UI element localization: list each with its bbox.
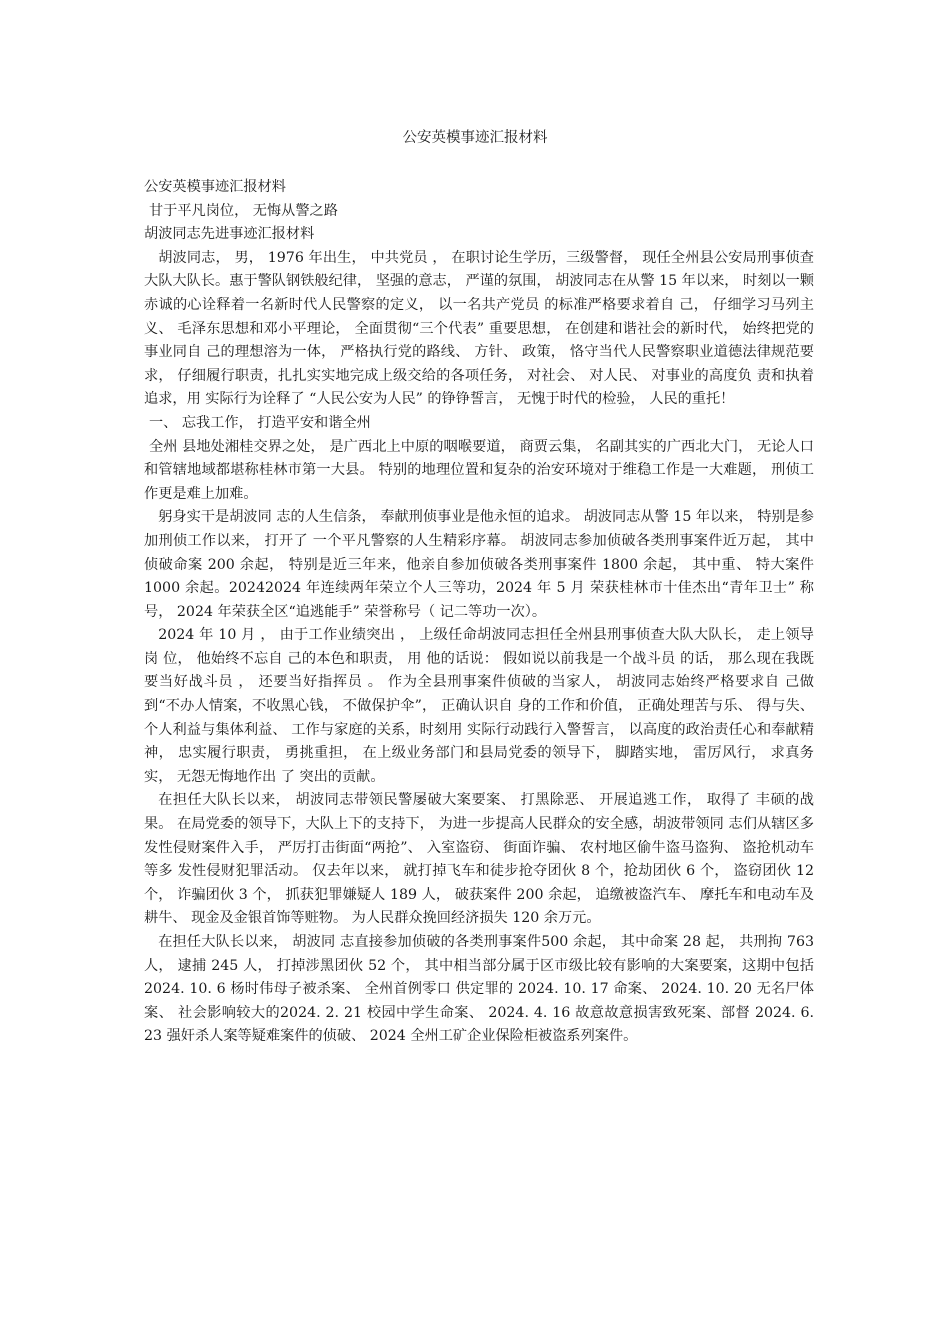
paragraph-career: 躬身实干是胡波同 志的人生信条， 奉献刑侦事业是他永恒的追求。 胡波同志从警 15 年以来， 特别是参加刑侦工作以来， 打开了 一个平凡警察的人生精彩序幕。 胡波同志参加侦破各类刑事案件近万起， 其中侦破命案 200 余起， 特别是近三年来，他亲自参加侦破各类刑事案件 1800 余起， 其中重、 特大案件 1000 余起。20242024 年连续两年荣立个人三等功，2024 年 5 月 荣获桂林市十佳杰出“青年卫士” 称号， 2024 年荣获全区“追逃能手” 荣誉称号（ 记二等功一次）。 [144,509,814,620]
paragraph-leadership: 2024 年 10 月 ， 由于工作业绩突出 ， 上级任命胡波同志担任全州县刑事侦查大队大队长， 走上领导岗 位， 他始终不忘自 己的本色和职责， 用 他的话说： 假如说以前我是一个战斗员 的话， 那么现在我既要当好战斗员 ， 还要当好指挥员 。 作为全县刑事案件侦破的当家人， 胡波同志始终严格要求自 己做到“不办人情案，不收黑心钱， 不做保护伞”， 正确认识自 身的工作和价值， 正确处理苦与乐、 得与失、 个人利益与集体利益、 工作与家庭的关系，时刻用 实际行动践行入警誓言， 以高度的政治责任心和奉献精神， 忠实履行职责， 勇挑重担， 在上级业务部门和县局党委的领导下， 脚踏实地， 雷厉风行， 求真务实， 无怨无悔地作出 了 突出的贡献。 [144,627,814,785]
document-body [144,176,814,1049]
paragraph-intro: 胡波同志， 男， 1976 年出生， 中共党员 ， 在职讨论生学历，三级警督， 现任全州县公安局刑事侦查大队大队长。惠于警队钢铁般纪律， 坚强的意志， 严谨的氛围， 胡波同志在从警 15 年以来， 时刻以一颗赤诚的心诠释着一名新时代人民警察的定义， 以一名共产党员 的标准严格要求着自 己， 仔细学习马列主义、 毛泽东思想和邓小平理论， 全面贯彻“三个代表” 重要思想， 在创建和谐社会的新时代， 始终把党的事业同自 己的理想溶为一体， 严格执行党的路线、 方针、 政策， 恪守当代人民警察职业道德法律规范要求， 仔细履行职责，扎扎实实地完成上级交给的各项任务， 对社会、 对人民、 对事业的高度负 责和执着追求，用 实际行为诠释了 “人民公安为人民” 的铮铮誓言， 无愧于时代的检验， 人民的重托！ [144,249,814,408]
heading-line-3: 胡波同志先进事迹汇报材料 [144,226,315,243]
document-title: 公安英模事迹汇报材料 [402,130,548,146]
heading-line-1: 公安英模事迹汇报材料 [144,179,286,195]
paragraph-results: 在担任大队长以来， 胡波同志带领民警屡破大案要案、 打黑除恶、 开展追逃工作， 取得了 丰硕的战果。 在局党委的领导下，大队上下的支持下， 为进一步提高人民群众的安全感，胡波带领同 志们从辖区多 发性侵财案件入手， 严厉打击街面“两抢”、 入室盗窃、 街面诈骗、 农村地区偷牛盗马盗狗、 盗抢机动车等多 发性侵财犯罪活动。 仅去年以来， 就打掉飞车和徒步抢夺团伙 8 个，抢劫团伙 6 个， 盗窃团伙 12 个， 诈骗团伙 3 个， 抓获犯罪嫌疑人 189 人， 破获案件 200 余起， 追缴被盗汽车、 摩托车和电动车及耕牛、 现金及金银首饰等赃物。 为人民群众挽回经济损失 120 余万元。 [144,792,814,927]
paragraph-location: 全州 县地处湘桂交界之处， 是广西北上中原的咽喉要道， 商贾云集， 名副其实的广西北大门， 无论人口 和管辖地域都堪称桂林市第一大县。 特别的地理位置和复杂的治安环境对于维稳工作是一大难题， 刑侦工作更是难上加难。 [144,438,814,502]
paragraph-cases: 在担任大队长以来， 胡波同 志直接参加侦破的各类刑事案件500 余起， 其中命案 28 起， 共刑拘 763 人， 逮捕 245 人， 打掉涉黑团伙 52 个， 其中相当部分属于区市级比较有影响的大案要案，这期中包括 2024. 10. 6 杨时伟母子被杀案、 全州首例零口 供定罪的 2024. 10. 17 命案、 2024. 10. 20 无名尸体案、 社会影响较大的2024. 2. 21 校园中学生命案、 2024. 4. 16 故意故意损害致死案、部督 2024. 6. 23 强奸杀人案等疑难案件的侦破、 2024 全州工矿企业保险柜被盗系列案件。 [144,934,814,1045]
heading-line-2: 甘于平凡岗位， 无悔从警之路 [148,202,338,219]
section-heading: 一、 忘我工作， 打造平安和谐全州 [148,414,371,431]
